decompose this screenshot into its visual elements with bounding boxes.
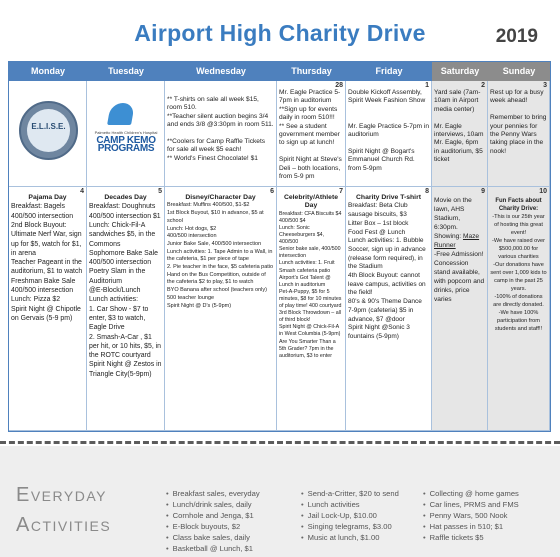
day-number: 9 (481, 188, 485, 195)
ribbon-icon (107, 103, 135, 125)
cell-week1-wednesday (165, 81, 277, 187)
movie-title: Maze Runner (434, 233, 480, 249)
list-item: • Class bake sales, daily (166, 532, 260, 543)
day-number: 1 (425, 82, 429, 89)
list-item: • Collecting @ home games (423, 488, 519, 499)
page-title: Airport High Charity Drive (134, 20, 426, 46)
camp-kemo-logo (93, 101, 159, 159)
cell-text: Yard sale (7am-10am in Airport media center) Mr. Eagle interviews, 10am Mr. Eagle, 6pm in auditorium, $5 ticket (434, 89, 484, 164)
cell-text (434, 196, 485, 304)
cell-week1-tuesday (87, 81, 165, 187)
activities-list-2 (301, 488, 399, 543)
year-label: 2019 (495, 26, 538, 47)
cell-week1-saturday (432, 81, 488, 187)
fun-facts-title: Fun Facts about Charity Drive: (495, 198, 542, 212)
header-tuesday: Tuesday (87, 62, 165, 81)
cell-week2-thursday (277, 187, 346, 431)
camp-kemo-tagline: Palmetto Health Children's Hospital (94, 130, 158, 135)
everyday-activities-section (0, 446, 560, 557)
header-saturday: Saturday (432, 62, 488, 81)
activities-heading: Activities (16, 514, 112, 536)
header-sunday: Sunday (488, 62, 550, 81)
camp-kemo-text: CAMP KEMO PROGRAMS (96, 135, 156, 155)
list-item: • Basketball @ Lunch, $1 (166, 543, 260, 554)
everyday-heading: Everyday (16, 484, 107, 506)
cell-week2-wednesday (165, 187, 277, 431)
movie-info: Movie on the lawn, AHS Stadium, 6:30pm. Showing: (434, 197, 472, 240)
elise-logo-text: E.L.I.S.E. (31, 122, 66, 131)
day-number: 28 (335, 82, 343, 89)
list-item: • Penny Wars, 500 Nook (423, 510, 519, 521)
day-number: 4 (80, 188, 84, 195)
cell-text: Double Kickoff Assembly, Spirit Week Fashion Show Mr. Eagle Practice 5-7pm in auditorium Spirit Night @ Bogart's Emmanuel Church Rd. from 5-9pm (348, 89, 429, 172)
cell-week1-thursday (277, 81, 346, 187)
cell-week1-friday (346, 81, 432, 187)
list-item: • Jail Lock-Up, $10.00 (301, 510, 399, 521)
activities-list-1 (166, 488, 260, 554)
list-item: • Cornhole and Jenga, $1 (166, 510, 260, 521)
day-number: 8 (425, 188, 429, 195)
cell-text: Breakfast: Muffins 400/500, $1-$2 1st Block Buyout, $10 in advance, $5 at school Lunch: Hot dogs, $2 400/500 intersection Junior Bake Sale, 400/500 intersection Lunch activities: 1. Tape Admin to a Wall, in the cafeteria, $1 per piece of tape 2. Pie teacher in the face, $5 cafeteria patio Hand on the Bus Competition, outside of the cafeteria $2 to play, $1 to watch BYO Banana after school (teachers only) 500 teacher lounge Spirit Night @ D's (5-9pm) (167, 202, 274, 309)
list-item: • Breakfast sales, everyday (166, 488, 260, 499)
cell-week1-monday (9, 81, 87, 187)
activities-list-3 (423, 488, 519, 543)
cell-text: Breakfast: Beta Club sausage biscuits, $3 Litter Box – 1st block Food Fest @ Lunch Lunch activities: 1. Bubble Soccer, sign up in advance (release form required), in the Stadium 4th Block Buyout: cannot leave campus, activities on the field! 80's & 90's Theme Dance 7-9pm (cafeteria) $5 in advance, $7 @door Spirit Night @Sonic 3 fountains (5-9pm) (348, 202, 426, 340)
day-theme: Charity Drive T-shirt (356, 194, 421, 201)
header-thursday: Thursday (277, 62, 346, 81)
day-theme: Decades Day (104, 194, 147, 201)
header-friday: Friday (346, 62, 432, 81)
list-item: • E-Block buyouts, $2 (166, 521, 260, 532)
header-monday: Monday (9, 62, 87, 81)
fun-facts-text: -This is our 25th year of hosting this great event! -We have raised over $500,000.00 for various charities -Our donations have sent over 1,009 kids to camp in the past 25 years. -100% of donations are directly donated. -We have 100% participation from students and staff!! (490, 214, 547, 332)
cell-week2-sunday (488, 187, 550, 431)
list-item: • Raffle tickets $5 (423, 532, 519, 543)
cell-text: Breakfast: Doughnuts 400/500 intersection $1 Lunch: Chick-Fil-A sandwiches $5, in the Commons Sophomore Bake Sale 400/500 intersection Poetry Slam in the Auditorium @E-Block/Lunch Lunch activities: 1. Car Show - $7 to enter, $3 to watch, Eagle Drive 2. Smash-A-Car , $1 per hit, or 10 hits, $5, in the ROTC courtyard Spirit Night @ Zestos in Triangle City(5-9pm) (89, 203, 162, 378)
day-number: 5 (158, 188, 162, 195)
header-wednesday: Wednesday (165, 62, 277, 81)
elise-logo (19, 101, 78, 160)
list-item: • Music at lunch, $1.00 (301, 532, 399, 543)
cell-week2-monday (9, 187, 87, 431)
day-theme: Pajama Day (28, 194, 67, 201)
day-number: 6 (270, 188, 274, 195)
day-number: 2 (481, 82, 485, 89)
day-number: 3 (543, 82, 547, 89)
cell-text: ** T-shirts on sale all week $15, room 510. **Teacher silent auction begins 3/4 and ends 3/8 @3:30pm in room 511. **Coolers for Camp Raffle Tickets for sale all week $5 each! ** World's Finest Chocolate! $1 (167, 96, 274, 162)
cell-week2-saturday (432, 187, 488, 431)
list-item: • Lunch/drink sales, daily (166, 499, 260, 510)
cell-text: Rest up for a busy week ahead! Remember to bring your pennies for the Penny Wars taking place in the nook! (490, 89, 547, 155)
cell-week2-tuesday (87, 187, 165, 431)
movie-details: -Free Admission! Concession stand available, with popcorn and drinks, price varies (434, 251, 485, 303)
day-number: 7 (339, 188, 343, 195)
list-item: • Lunch activities (301, 499, 399, 510)
cell-text: Breakfast: CFA Biscuits $4 400/500 $4 Lunch: Sonic Cheeseburgers $4, 400/500 Senior bake sale, 400/500 intersection Lunch activities: 1. Fruit Smash cafeteria patio Airport's Got Talent @ Lunch in auditorium Pet-A-Puppy, $5 for 5 minutes, $8 for 10 minutes of play time! 400 courtyard 3rd Block Throwdown – all of third block! Spirit Night @ Chick-Fil-A in West Columbia (5-9pm) Are You Smarter Than a 5th Grader? 7pm in the auditorium, $3 to enter (279, 210, 342, 359)
list-item: • Car lines, PRMS and FMS (423, 499, 519, 510)
day-theme: Disney/Character Day (185, 194, 256, 201)
cell-week1-sunday (488, 81, 550, 187)
list-item: • Hat passes in 510; $1 (423, 521, 519, 532)
list-item: • Singing telegrams, $3.00 (301, 521, 399, 532)
list-item: • Send-a-Critter, $20 to send (301, 488, 399, 499)
day-number: 10 (539, 188, 547, 195)
cell-text: Breakfast: Bagels 400/500 intersection 2nd Block Buyout: Ultimate Nerf War, sign up for $5, watch for $1, in arena Teacher Pageant in the auditorium, $1 to watch Freshman Bake Sale 400/500 intersection Lunch: Pizza $2 Spirit Night @ Chipotle on Gervais (5-9 pm) (11, 203, 83, 322)
divider (0, 441, 560, 444)
cell-week2-friday (346, 187, 432, 431)
day-theme: Celebrity/Athlete Day (283, 194, 338, 210)
calendar (8, 61, 551, 432)
cell-text: Mr. Eagle Practice 5-7pm in auditorium **Sign up for events daily in room 510!!! ** See a student government member to sign up at lunch! Spirit Night at Steve's Deli – both locations, from 5-9 pm (279, 89, 342, 181)
